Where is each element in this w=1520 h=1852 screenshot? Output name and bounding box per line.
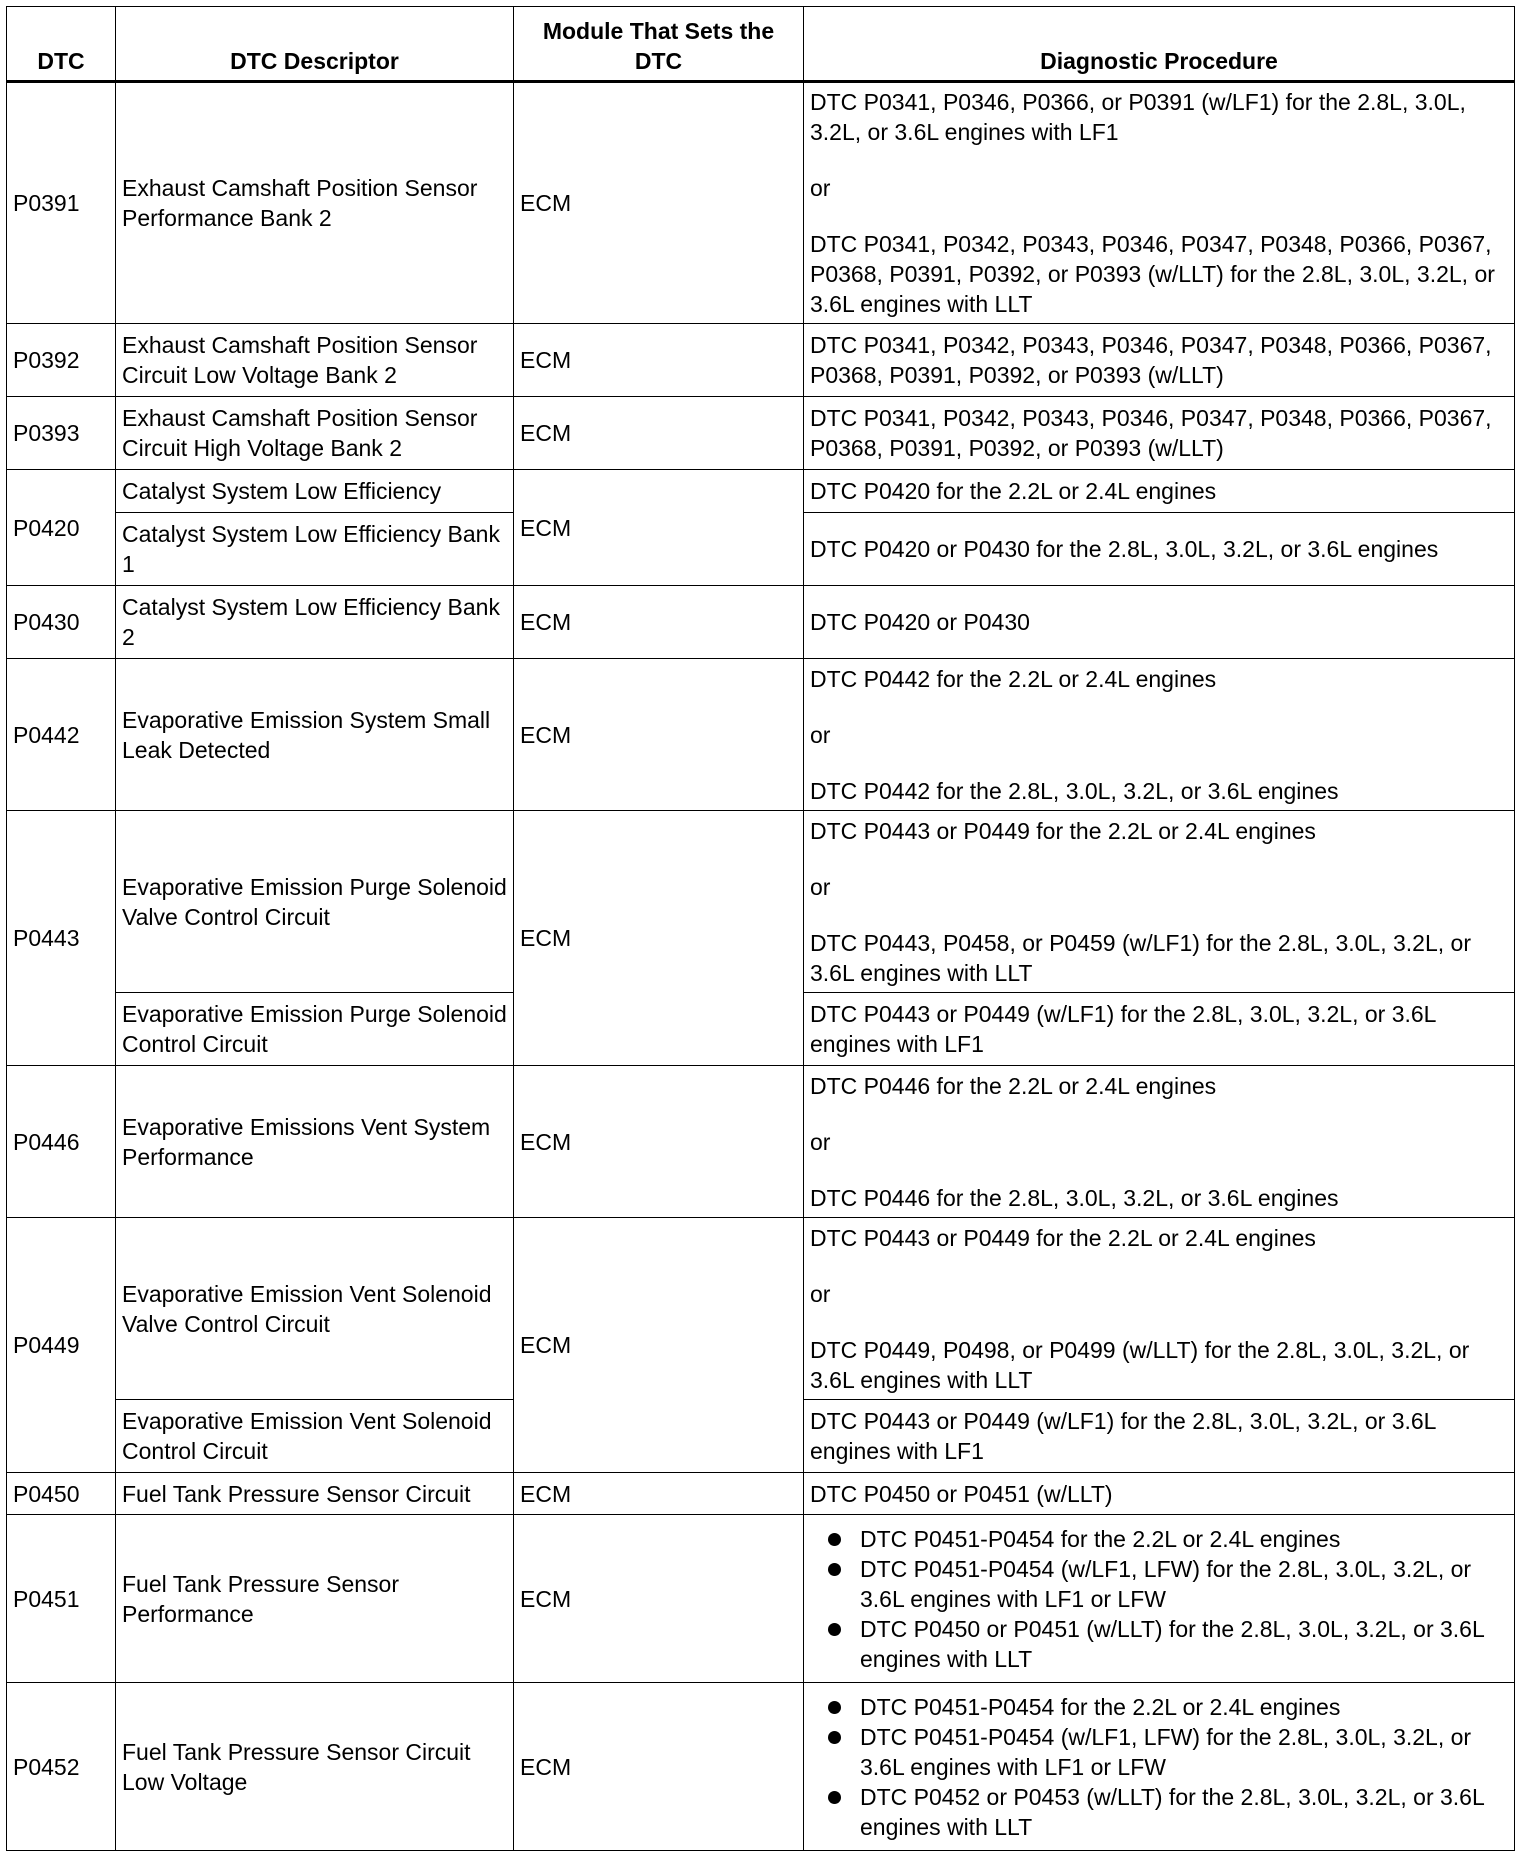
table-row (7, 811, 1515, 993)
dtc-descriptor: Evaporative Emission Purge Solenoid Valve Control Circuit (116, 811, 514, 993)
table-row (7, 397, 1515, 470)
dtc-code: P0393 (7, 397, 116, 470)
procedure-or: or (810, 1280, 831, 1307)
diagnostic-procedure (804, 659, 1515, 811)
module: ECM (514, 1473, 804, 1515)
module: ECM (514, 1218, 804, 1473)
module: ECM (514, 1683, 804, 1851)
diagnostic-procedure: DTC P0420 or P0430 (804, 586, 1515, 659)
procedure-bullet: DTC P0451-P0454 for the 2.2L or 2.4L engines (860, 1692, 1508, 1722)
dtc-code: P0392 (7, 324, 116, 397)
dtc-code: P0452 (7, 1683, 116, 1851)
header-dtc: DTC (7, 7, 116, 82)
procedure-or: or (810, 175, 831, 201)
dtc-descriptor: Exhaust Camshaft Position Sensor Performance Bank 2 (116, 82, 514, 324)
procedure-bullet-list (810, 1524, 1508, 1674)
procedure-line: DTC P0443, P0458, or P0459 (w/LF1) for the 2.8L, 3.0L, 3.2L, or 3.6L engines with LLT (810, 929, 1471, 986)
table-row (7, 324, 1515, 397)
diagnostic-procedure: DTC P0450 or P0451 (w/LLT) (804, 1473, 1515, 1515)
diagnostic-procedure: DTC P0443 or P0449 (w/LF1) for the 2.8L, 3.0L, 3.2L, or 3.6L engines with LF1 (804, 993, 1515, 1066)
table-row (7, 586, 1515, 659)
diagnostic-procedure: DTC P0341, P0342, P0343, P0346, P0347, P0348, P0366, P0367, P0368, P0391, P0392, or P0393 (w/LLT) (804, 397, 1515, 470)
diagnostic-procedure: DTC P0420 or P0430 for the 2.8L, 3.0L, 3.2L, or 3.6L engines (804, 513, 1515, 586)
module: ECM (514, 470, 804, 586)
dtc-code: P0446 (7, 1066, 116, 1218)
dtc-code: P0442 (7, 659, 116, 811)
diagnostic-procedure (804, 82, 1515, 324)
dtc-code: P0420 (7, 470, 116, 586)
procedure-bullet: DTC P0451-P0454 (w/LF1, LFW) for the 2.8L, 3.0L, 3.2L, or 3.6L engines with LF1 or LFW (860, 1722, 1508, 1782)
module: ECM (514, 811, 804, 1066)
module: ECM (514, 324, 804, 397)
procedure-bullet: DTC P0451-P0454 (w/LF1, LFW) for the 2.8L, 3.0L, 3.2L, or 3.6L engines with LF1 or LFW (860, 1554, 1508, 1614)
dtc-code: P0430 (7, 586, 116, 659)
procedure-line: DTC P0446 for the 2.2L or 2.4L engines (810, 1072, 1217, 1099)
dtc-code: P0449 (7, 1218, 116, 1473)
table-row (7, 659, 1515, 811)
table-row (7, 470, 1515, 513)
diagnostic-procedure: DTC P0420 for the 2.2L or 2.4L engines (804, 470, 1515, 513)
procedure-bullet: DTC P0451-P0454 for the 2.2L or 2.4L engines (860, 1524, 1508, 1554)
table-row (7, 1066, 1515, 1218)
dtc-code: P0391 (7, 82, 116, 324)
procedure-line: DTC P0341, P0346, P0366, or P0391 (w/LF1) for the 2.8L, 3.0L, 3.2L, or 3.6L engines with LF1 (810, 89, 1466, 145)
dtc-code: P0451 (7, 1515, 116, 1683)
procedure-or: or (810, 1128, 831, 1155)
table-row (7, 1683, 1515, 1851)
module: ECM (514, 586, 804, 659)
module: ECM (514, 397, 804, 470)
diagnostic-procedure (804, 1066, 1515, 1218)
dtc-descriptor: Exhaust Camshaft Position Sensor Circuit High Voltage Bank 2 (116, 397, 514, 470)
procedure-line: DTC P0341, P0342, P0343, P0346, P0347, P0348, P0366, P0367, P0368, P0391, P0392, or P0393 (w/LLT) for the 2.8L, 3.0L, 3.2L, or 3.6L engines with LLT (810, 231, 1495, 317)
module: ECM (514, 659, 804, 811)
dtc-descriptor: Catalyst System Low Efficiency (116, 470, 514, 513)
procedure-bullet: DTC P0450 or P0451 (w/LLT) for the 2.8L, 3.0L, 3.2L, or 3.6L engines with LLT (860, 1614, 1508, 1674)
dtc-code: P0450 (7, 1473, 116, 1515)
dtc-descriptor: Fuel Tank Pressure Sensor Circuit (116, 1473, 514, 1515)
module: ECM (514, 1066, 804, 1218)
header-procedure: Diagnostic Procedure (804, 7, 1515, 82)
procedure-line: DTC P0442 for the 2.2L or 2.4L engines (810, 665, 1217, 692)
table-row (7, 1218, 1515, 1400)
diagnostic-procedure (804, 1218, 1515, 1400)
procedure-line: DTC P0443 or P0449 for the 2.2L or 2.4L engines (810, 1224, 1316, 1251)
procedure-or: or (810, 873, 831, 900)
diagnostic-procedure (804, 811, 1515, 993)
procedure-line: DTC P0443 or P0449 for the 2.2L or 2.4L engines (810, 817, 1316, 844)
procedure-line: DTC P0442 for the 2.8L, 3.0L, 3.2L, or 3.6L engines (810, 777, 1339, 804)
dtc-descriptor: Exhaust Camshaft Position Sensor Circuit Low Voltage Bank 2 (116, 324, 514, 397)
module: ECM (514, 1515, 804, 1683)
dtc-descriptor: Evaporative Emission System Small Leak Detected (116, 659, 514, 811)
dtc-table (6, 6, 1515, 1851)
procedure-or: or (810, 721, 831, 748)
diagnostic-procedure: DTC P0341, P0342, P0343, P0346, P0347, P0348, P0366, P0367, P0368, P0391, P0392, or P0393 (w/LLT) (804, 324, 1515, 397)
diagnostic-procedure (804, 1683, 1515, 1851)
dtc-code: P0443 (7, 811, 116, 1066)
dtc-descriptor: Evaporative Emissions Vent System Performance (116, 1066, 514, 1218)
diagnostic-procedure: DTC P0443 or P0449 (w/LF1) for the 2.8L, 3.0L, 3.2L, or 3.6L engines with LF1 (804, 1400, 1515, 1473)
dtc-descriptor: Evaporative Emission Vent Solenoid Control Circuit (116, 1400, 514, 1473)
dtc-descriptor: Evaporative Emission Vent Solenoid Valve Control Circuit (116, 1218, 514, 1400)
dtc-descriptor: Fuel Tank Pressure Sensor Circuit Low Voltage (116, 1683, 514, 1851)
table-row (7, 1515, 1515, 1683)
header-module: Module That Sets the DTC (514, 7, 804, 82)
procedure-bullet: DTC P0452 or P0453 (w/LLT) for the 2.8L, 3.0L, 3.2L, or 3.6L engines with LLT (860, 1782, 1508, 1842)
table-row (7, 82, 1515, 324)
dtc-descriptor: Catalyst System Low Efficiency Bank 1 (116, 513, 514, 586)
dtc-descriptor: Evaporative Emission Purge Solenoid Control Circuit (116, 993, 514, 1066)
header-row (7, 7, 1515, 82)
dtc-descriptor: Fuel Tank Pressure Sensor Performance (116, 1515, 514, 1683)
module: ECM (514, 82, 804, 324)
dtc-descriptor: Catalyst System Low Efficiency Bank 2 (116, 586, 514, 659)
procedure-line: DTC P0446 for the 2.8L, 3.0L, 3.2L, or 3.6L engines (810, 1184, 1339, 1211)
procedure-line: DTC P0449, P0498, or P0499 (w/LLT) for the 2.8L, 3.0L, 3.2L, or 3.6L engines with LLT (810, 1336, 1470, 1393)
table-row (7, 1473, 1515, 1515)
header-descriptor: DTC Descriptor (116, 7, 514, 82)
procedure-bullet-list (810, 1692, 1508, 1842)
diagnostic-procedure (804, 1515, 1515, 1683)
